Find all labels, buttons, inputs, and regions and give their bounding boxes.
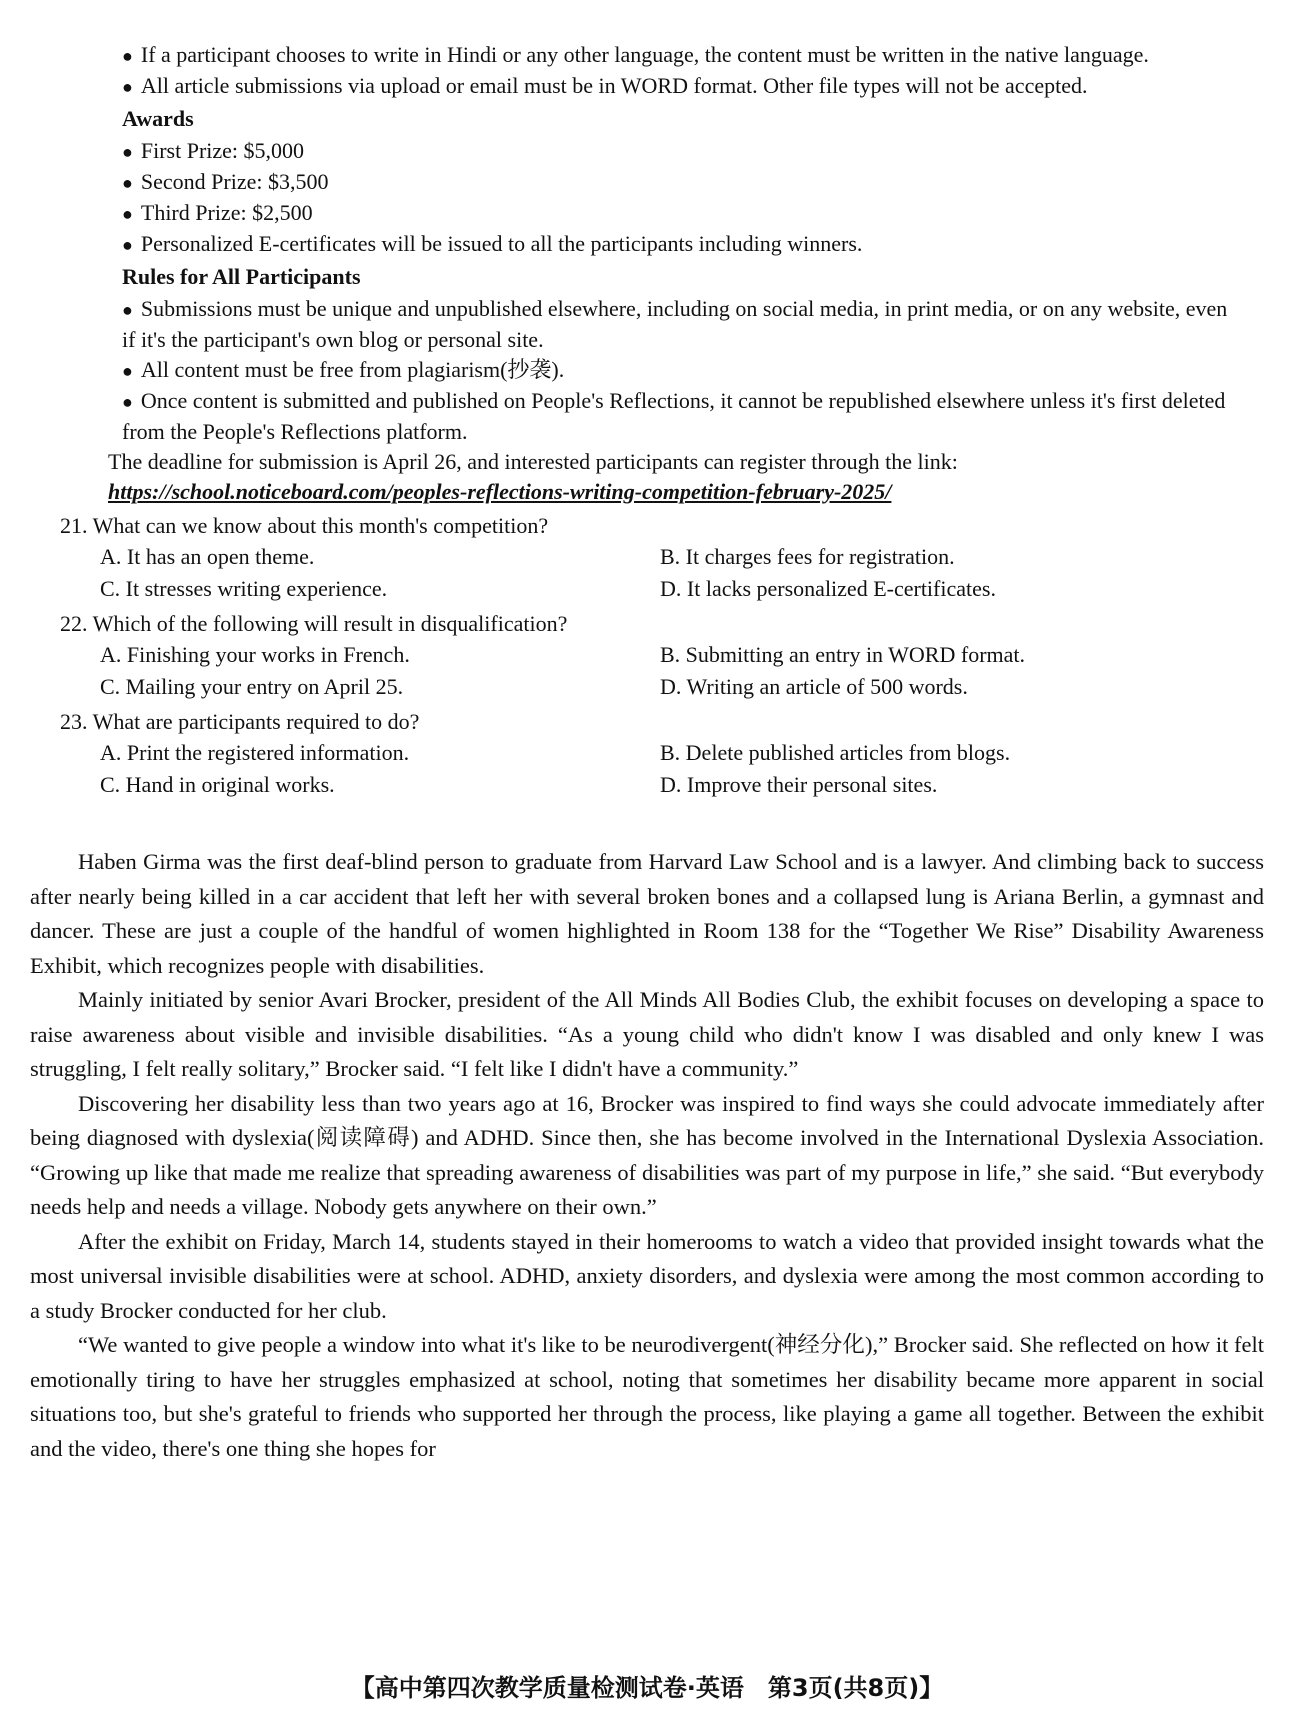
rule-plagiarism: ● All content must be free from plagiarism(抄袭). — [60, 355, 1234, 386]
passage-paragraph: Mainly initiated by senior Avari Brocker, president of the All Minds All Bodies Club, the exhibit focuses on developing a space to raise awareness about visible and invisible disabilities. “As a young child who didn't know I was disabled and only knew I was struggling, I felt really solitary,” Brocker said. “I felt like I didn't have a community.” — [30, 987, 1264, 1081]
question-stem: 22. Which of the following will result in disqualification? — [60, 611, 568, 636]
page-footer: 【高中第四次教学质量检测试卷·英语 第3页(共8页)】 — [350, 1674, 944, 1702]
question-21 — [60, 511, 1234, 605]
passage-paragraph: “We wanted to give people a window into what it's like to be neurodivergent(神经分化),” Brocker said. She reflected on how it felt emotionally tiring to have her struggles emphasized at school, noting that sometimes her disability became more apparent in social situations too, but she's grateful to friends who supported her through the process, like playing a game all together. Between the exhibit and the video, there's one thing she hopes for — [30, 1332, 1264, 1461]
registration-link[interactable]: https://school.noticeboard.com/peoples-reflections-writing-competition-february-2025/ — [108, 479, 892, 504]
deadline-text: The deadline for submission is April 26, and interested participants can register through the link: — [108, 449, 958, 474]
question-stem: 23. What are participants required to do? — [60, 709, 420, 734]
award-certificates: ● Personalized E-certificates will be issued to all the participants including winners. — [60, 229, 1234, 260]
option-a: A. Print the registered information. — [100, 740, 410, 765]
question-stem: 21. What can we know about this month's competition? — [60, 513, 549, 538]
passage-paragraph: Haben Girma was the first deaf-blind person to graduate from Harvard Law School and is a lawyer. And climbing back to success after nearly being killed in a car accident that left her with several broken bones and a collapsed lung is Ariana Berlin, a gymnast and dancer. These are just a couple of the handful of women highlighted in Room 138 for the “Together We Rise” Disability Awareness Exhibit, which recognizes people with disabilities. — [30, 849, 1264, 978]
option-b: B. Submitting an entry in WORD format. — [660, 642, 1026, 667]
rule-republish: ● Once content is submitted and published on People's Reflections, it cannot be republished elsewhere unless it's first deleted from the People's Reflections platform. — [60, 386, 1234, 447]
option-d: D. Improve their personal sites. — [660, 772, 938, 797]
option-c: C. Mailing your entry on April 25. — [100, 674, 404, 699]
option-c: C. Hand in original works. — [100, 772, 335, 797]
option-b: B. It charges fees for registration. — [660, 544, 955, 569]
rule-native-language: ● If a participant chooses to write in Hindi or any other language, the content must be written in the native language. — [60, 40, 1234, 71]
question-22 — [60, 609, 1234, 703]
award-third: ● Third Prize: $2,500 — [60, 198, 1234, 229]
rules-heading: Rules for All Participants — [122, 264, 361, 289]
option-a: A. It has an open theme. — [100, 544, 315, 569]
question-23 — [60, 707, 1234, 801]
rule-word-format: ● All article submissions via upload or email must be in WORD format. Other file types will not be accepted. — [60, 71, 1234, 102]
option-d: D. It lacks personalized E-certificates. — [660, 576, 996, 601]
award-second: ● Second Prize: $3,500 — [60, 167, 1234, 198]
option-d: D. Writing an article of 500 words. — [660, 674, 968, 699]
reading-passage — [30, 845, 1264, 1466]
option-b: B. Delete published articles from blogs. — [660, 740, 1011, 765]
awards-heading: Awards — [122, 106, 194, 131]
passage-paragraph: After the exhibit on Friday, March 14, students stayed in their homerooms to watch a video that provided insight towards what the most universal invisible disabilities were at school. ADHD, anxiety disorders, and dyslexia were among the most common according to a study Brocker conducted for her club. — [30, 1228, 1264, 1323]
option-a: A. Finishing your works in French. — [100, 642, 410, 667]
award-first: ● First Prize: $5,000 — [60, 136, 1234, 167]
deadline-paragraph — [60, 447, 1234, 507]
option-c: C. It stresses writing experience. — [100, 576, 388, 601]
rule-unique: ● Submissions must be unique and unpublished elsewhere, including on social media, in print media, or on any website, even if it's the participant's own blog or personal site. — [60, 294, 1234, 355]
passage-paragraph: Discovering her disability less than two years ago at 16, Brocker was inspired to find ways she could advocate immediately after being diagnosed with dyslexia(阅读障碍) and ADHD. Since then, she has become involved in the International Dyslexia Association. “Growing up like that made me realize that spreading awareness of disabilities was part of my purpose in life,” she said. “But everybody needs help and needs a village. Nobody gets anywhere on their own.” — [30, 1090, 1264, 1219]
